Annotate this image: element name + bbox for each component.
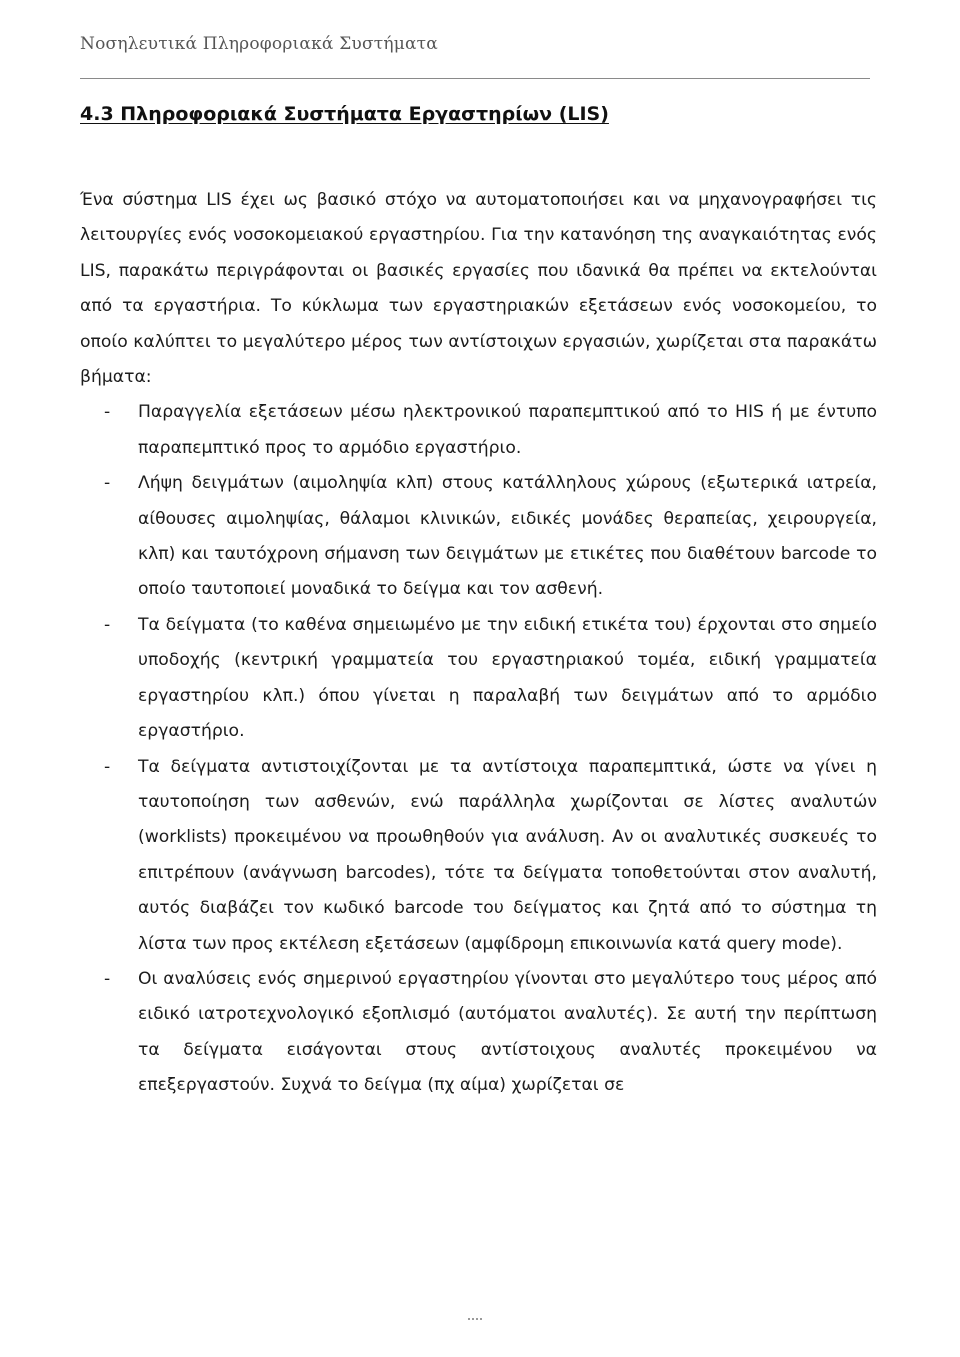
dash-bullet: - — [104, 756, 111, 777]
dash-bullet: - — [104, 473, 111, 494]
running-header: Νοσηλευτικά Πληροφοριακά Συστήματα — [80, 34, 438, 54]
dash-bullet: - — [104, 968, 111, 989]
dash-bullet: - — [104, 402, 111, 423]
section-title: 4.3 Πληροφοριακά Συστήματα Εργαστηρίων (LIS) — [80, 103, 609, 125]
list-item — [80, 466, 877, 608]
dash-bullet: - — [104, 614, 111, 635]
intro-paragraph: Ένα σύστημα LIS έχει ως βασικό στόχο να αυτοματοποιήσει και να μηχανογραφήσει τις λειτουργίες ενός νοσοκομειακού εργαστηρίου. Για την κατανόηση της αναγκαιότητας ενός LIS, παρακάτω περιγράφονται οι βασικές εργασίες που ιδανικά θα πρέπει να εκτελούνται από τα εργαστήρια. Το κύκλωμα των εργαστηριακών εξετάσεων ενός νοσοκομείου, το οποίο καλύπτει το μεγαλύτερο μέρος των αντίστοιχων εργασιών, χωρίζεται στα παρακάτω βήματα: — [80, 190, 877, 388]
step-text: Λήψη δειγμάτων (αιμοληψία κλπ) στους κατάλληλους χώρους (εξωτερικά ιατρεία, αίθουσες αιμοληψίας, θάλαμοι κλινικών, ειδικές μονάδες θεραπείας, χειρουργεία, κλπ) και ταυτόχρονη σήμανση των δειγμάτων με ετικέτες που διαθέτουν barcode το οποίο ταυτοποιεί μοναδικά το δείγμα και τον ασθενή. — [138, 473, 877, 600]
header-divider — [80, 78, 870, 79]
step-text: Τα δείγματα αντιστοιχίζονται με τα αντίστοιχα παραπεμπτικά, ώστε να γίνει η ταυτοποίηση των ασθενών, ενώ παράλληλα χωρίζονται σε λίστες αναλυτών (worklists) προκειμένου να προωθηθούν για ανάλυση. Αν οι αναλυτικές συσκευές το επιτρέπουν (ανάγνωση barcodes), τότε τα δείγματα τοποθετούνται στον αναλυτή, αυτός διαβάζει τον κωδικό barcode του δείγματος και ζητά από το σύστημα τη λίστα των προς εκτέλεση εξετάσεων (αμφίδρομη επικοινωνία κατά query mode). — [138, 756, 877, 954]
step-text: Τα δείγματα (το καθένα σημειωμένο με την ειδική ετικέτα του) έρχονται στο σημείο υποδοχής (κεντρική γραμματεία του εργαστηριακού τομέα, ειδική γραμματεία εργαστηρίου κλπ.) όπου γίνεται η παραλαβή των δειγμάτων από το αρμόδιο εργαστήριο. — [138, 614, 877, 742]
scan-mark — [468, 1318, 482, 1320]
list-item — [80, 395, 877, 466]
step-text: Οι αναλύσεις ενός σημερινού εργαστηρίου γίνονται στο μεγαλύτερο τους μέρος από ειδικό ιατροτεχνολογικό εξοπλισμό (αυτόματοι αναλυτές). Σε αυτή την περίπτωση τα δείγματα εισάγονται στους αντίστοιχους αναλυτές προκειμένου να επεξεργαστούν. Συχνά το δείγμα (πχ αίμα) χωρίζεται σε — [138, 968, 877, 1096]
step-text: Παραγγελία εξετάσεων μέσω ηλεκτρονικού παραπεμπτικού από το HIS ή με έντυπο παραπεμπτικό προς το αρμόδιο εργαστήριο. — [138, 402, 877, 458]
list-item — [80, 962, 877, 1104]
body-text — [80, 183, 877, 1104]
steps-list — [80, 395, 877, 1103]
list-item — [80, 608, 877, 750]
list-item — [80, 750, 877, 962]
